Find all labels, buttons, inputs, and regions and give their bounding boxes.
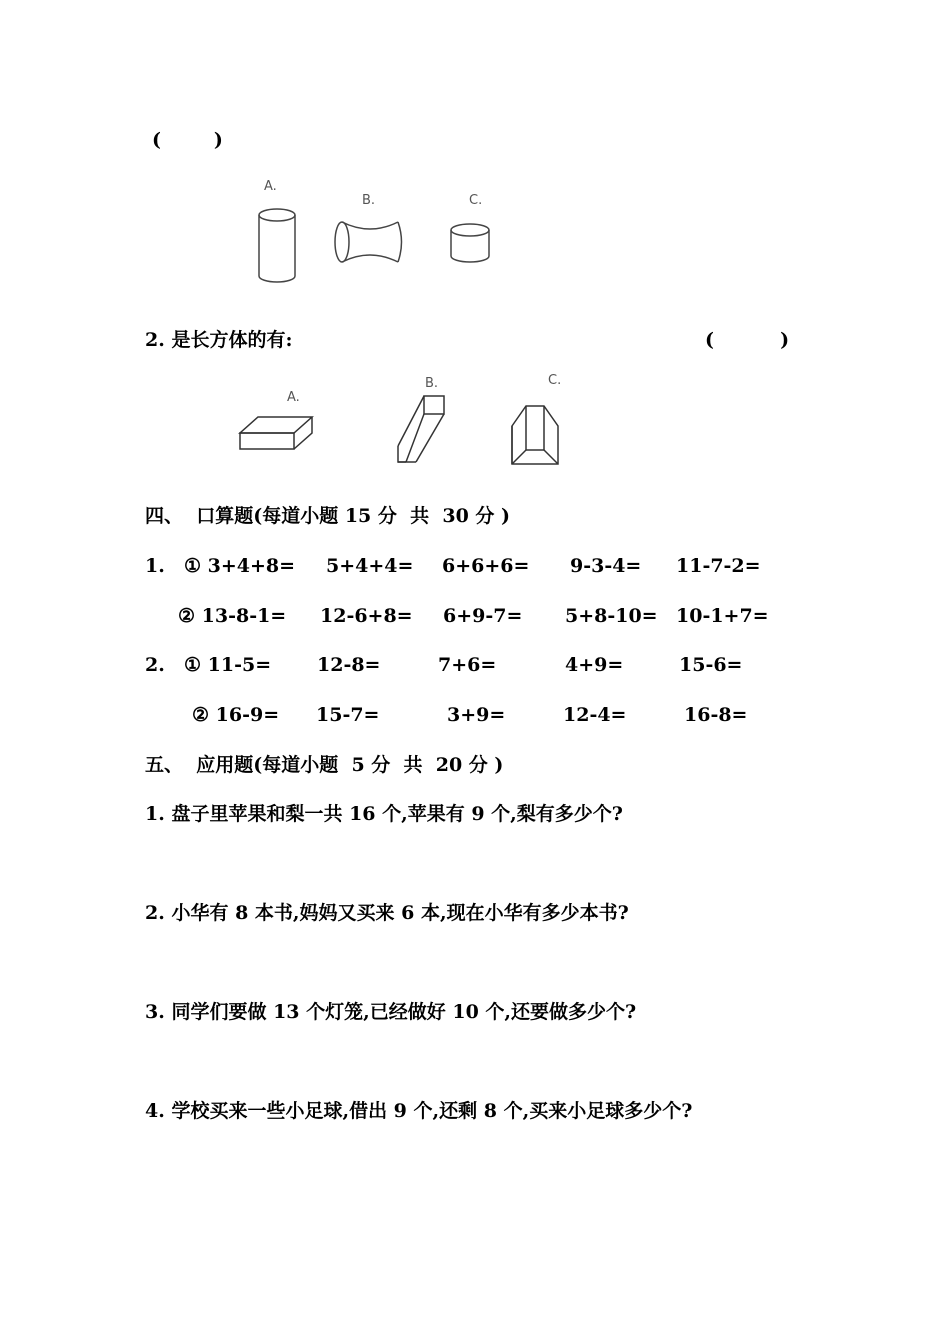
s5-problem-2: 2. 小华有 8 本书,妈妈又买来 6 本,现在小华有多少本书?: [145, 902, 629, 924]
s5-problem-3: 3. 同学们要做 13 个灯笼,已经做好 10 个,还要做多少个?: [145, 1001, 637, 1023]
s4-p1-r2-item: 12-6+8=: [320, 605, 413, 627]
section4-heading: 四、 口算题(每道小题 15 分 共 30 分 ): [145, 505, 511, 527]
s4-p1-r1-item: 11-7-2=: [676, 555, 761, 577]
q2-shape-b-slanted-prism: [390, 372, 452, 468]
q2-answer-blank[interactable]: ( ): [705, 329, 790, 351]
q2-shape-b-label: B.: [425, 376, 439, 391]
q1-shape-b-label: B.: [362, 193, 376, 208]
s4-p2-r2-item: 12-4=: [563, 704, 627, 726]
s4-p1-r2-item: 10-1+7=: [676, 605, 769, 627]
s4-p2-number: 2.: [145, 654, 165, 676]
s4-p2-r1-item: ① 11-5=: [184, 654, 272, 676]
s4-p1-number: 1.: [145, 555, 165, 577]
q2-shape-a-label: A.: [287, 390, 300, 405]
s4-p2-r1-item: 4+9=: [565, 654, 624, 676]
s4-p1-r1-item: 9-3-4=: [570, 555, 642, 577]
q1-shape-a-cylinder: [255, 175, 305, 287]
q1-shape-c-short-cylinder: [448, 190, 498, 266]
s4-p2-r2-item: 15-7=: [316, 704, 380, 726]
q2-text: 2. 是长方体的有:: [145, 329, 293, 351]
q1-shape-a-label: A.: [264, 179, 277, 194]
q2-shape-c-tall-prism: [508, 368, 568, 468]
s5-problem-1: 1. 盘子里苹果和梨一共 16 个,苹果有 9 个,梨有多少个?: [145, 803, 623, 825]
q1-shape-c-label: C.: [469, 193, 483, 208]
s4-p1-r2-item: ② 13-8-1=: [178, 605, 287, 627]
q2-shape-c-label: C.: [548, 373, 562, 388]
s4-p2-r1-item: 12-8=: [317, 654, 381, 676]
s4-p1-r1-item: 6+6+6=: [442, 555, 530, 577]
q1-shape-b-waisted: [330, 188, 410, 268]
s4-p1-r2-item: 6+9-7=: [443, 605, 523, 627]
q2-shape-a-flat-box: [236, 385, 320, 455]
section5-heading: 五、 应用题(每道小题 5 分 共 20 分 ): [145, 754, 504, 776]
q1-answer-blank[interactable]: ( ): [152, 129, 223, 151]
s4-p2-r2-item: 3+9=: [447, 704, 506, 726]
s4-p2-r2-item: ② 16-9=: [192, 704, 280, 726]
s4-p1-r1-item: 5+4+4=: [326, 555, 414, 577]
s5-problem-4: 4. 学校买来一些小足球,借出 9 个,还剩 8 个,买来小足球多少个?: [145, 1100, 693, 1122]
s4-p2-r1-item: 15-6=: [679, 654, 743, 676]
s4-p2-r2-item: 16-8=: [684, 704, 748, 726]
s4-p1-r1-item: ① 3+4+8=: [184, 555, 296, 577]
s4-p1-r2-item: 5+8-10=: [565, 605, 658, 627]
s4-p2-r1-item: 7+6=: [438, 654, 497, 676]
